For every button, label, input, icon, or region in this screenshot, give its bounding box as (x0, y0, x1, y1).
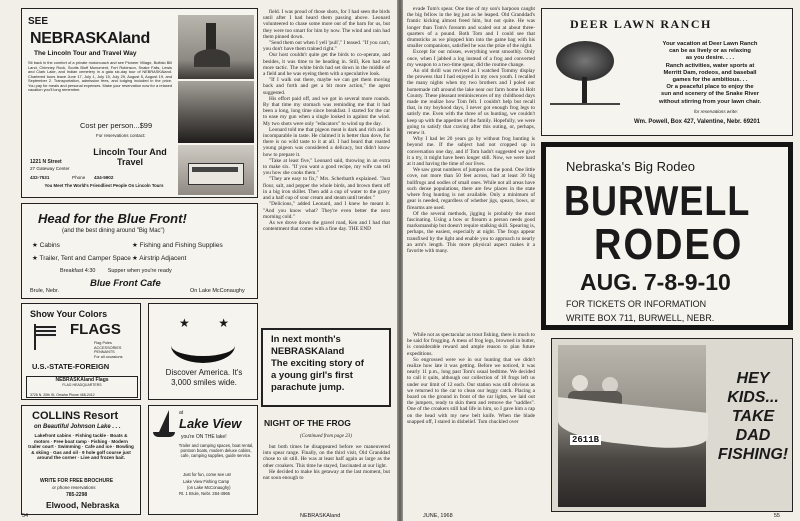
paragraph: So engrossed were we in our hunting that we didn't realize how late it was getting. Before we noticed, it was nearly 11 p.m., long past Tom's usual bedtime. We decided to call it quits, although our collection of 18 frogs left us under our limit of 12 each. Our station was still obvious as we returned to the car to clean our leggy catch. Placing a board on the ground in front of the car lights, we laid out the jumpers, ready to skin them and remove the "saddles". One of the croakers still had life in him, so I gave him a rap on the head with my new belt knife. When the blade snapped off, I stared in disbelief. Tom chuckled over (407, 356, 535, 425)
flag-icon (32, 324, 58, 350)
paragraph: field. I was proud of those shots, for I had seen the birds until after I had heard them passing above. Leonard volunteered to chase some more out of the barn for us, but they were too smart for him by now. The wind and rain had them pinned down. (263, 9, 390, 40)
collins-sub: on Beautiful Johnson Lake . . . (34, 424, 121, 430)
rodeo-dates: AUG. 7-8-9-10 (580, 269, 731, 295)
article-column-2 (263, 444, 390, 509)
copy-line: Or a peaceful place to enjoy the (666, 84, 754, 91)
paragraph: "If I walk out there, maybe we can get them moving back and forth and get a bit more action," the agent suggested. (263, 77, 390, 96)
footer-date: JUNE, 1968 (423, 513, 453, 519)
tour-address: 1221 N Street (30, 159, 62, 165)
burwell-rodeo-ad (541, 142, 793, 330)
collins-town: Elwood, Nebraska (46, 500, 120, 510)
lake-view-sub2: Just for fun, come see us! (183, 472, 231, 477)
paragraph: "Take at least five," Leonard said, throwing in an extra to make six. "If you want a good recipe, my wife can tell you how she cooks them." (263, 157, 390, 177)
paragraph: but both times he disappeared before we maneuvered into spear range. Finally, on the third visit, Old Granddad chose to sit still. He was at least half again as large as the other croakers. This time he stayed, fascinated at our light. (263, 444, 390, 469)
article-title: NIGHT OF THE FROG (264, 418, 351, 428)
right-page (403, 0, 800, 521)
collins-brochure2: or phone reservations (52, 485, 96, 490)
paragraph: He decided to make his getaway at the last moment, but not soon enough to (263, 468, 390, 482)
tour-phone2: 434-5902 (94, 175, 114, 180)
rodeo-title2: RODEO (594, 221, 744, 270)
slogan-line: FISHING! (717, 446, 789, 463)
tree-icon (550, 41, 620, 111)
article-continued: (Continued from page 23) (300, 434, 352, 439)
promo-text (271, 334, 385, 394)
article-column-4 (407, 332, 535, 510)
discover-america-ad (148, 303, 258, 400)
article-column-3 (407, 6, 535, 330)
promo-line: The exciting story of (271, 358, 364, 369)
rodeo-kicker: Nebraska's Big Rodeo (566, 159, 695, 174)
deer-lawn-copy (630, 41, 790, 106)
deer-lawn-ranch-ad (541, 8, 793, 136)
collins-brochure: WRITE FOR FREE BROCHURE (40, 478, 114, 484)
footer-magazine-name: NEBRASKAland (300, 513, 341, 519)
bullet: ACCESSORIES (94, 345, 122, 350)
bullet: PENNANTS (94, 350, 115, 355)
copy-line: can be as lively or as relaxing (669, 48, 751, 55)
blue-front-name: Blue Front Cafe (90, 278, 161, 289)
sailboat-icon (153, 410, 175, 440)
flags-line2: FLAGS (70, 321, 121, 338)
deer-lawn-title: DEER LAWN RANCH (570, 17, 712, 31)
copy-line: sun and scenery of the Snake River (661, 91, 759, 98)
paragraph: As we drove down the gravel road, Ken and I had that contentment that comes with a fine day. THE END (263, 219, 390, 233)
tour-bus-photo (178, 145, 254, 195)
tour-title: NEBRASKAland (30, 30, 150, 47)
paragraph: "They are easy to fix," Mrs. Scherbarth explained. "Just flour, salt, and pepper the whole birds, and brown them off in a big iron skillet. Then add a cup of water to the gravy and a half cup of sour cream and steam until tender." (263, 176, 390, 202)
blue-front-item: ★ Cabins (32, 242, 60, 249)
lake-view-name: Lake View Fishing Camp (183, 479, 230, 484)
smile-face-icon: ★ ★ (167, 314, 241, 362)
deer-lawn-address: Wm. Powell, Box 427, Valentine, Nebr. 69201 (634, 119, 761, 125)
page-number-right: 55 (773, 513, 780, 519)
tour-cost: Cost per person...$99 (80, 121, 153, 130)
promo-line: NEBRASKAland (271, 346, 345, 357)
blue-front-location: On Lake McConaughy (190, 288, 245, 294)
paragraph: We saw great numbers of jumpers on the pond. One little cove, not more than 50 feet across, had at least 30 big bullfrogs and oodles of small ones. While not all areas have such dense populations, there are few places in the state where frog hunting is not available. Only a minimum of gear is needed, regardless of whether jigs, spears, bows, or firearms are used. (407, 167, 535, 211)
collins-resort-ad (21, 405, 141, 515)
paragraph: Why I had let 20 years go by without frog hunting is beyond me. If the subject had not cropped up in conversation one day, and if Tom hadn't suggested we give it a try, it might have been longer still. Now, we were hard at it and having the time of our lives. (407, 136, 535, 168)
tour-slogan: You Meet The World's Friendliest People On Lincoln Tours (44, 183, 164, 188)
nebraskaland-tour-ad (21, 8, 258, 198)
collins-body: Lakefront cabins · Fishing tackle · Boats & motors · Free boat ramp · Fishing · Modern trailer court · Swimming · Cafe and ice · Bowling & skiing · Gas and oil · 9 hole golf course just around the corner · Live and frozen bait. (28, 433, 134, 461)
paragraph: While not as spectacular as trout fishing, there is much to be said for frogging. A mess of frog legs, browned in butter, is considerable reward and ample reason to plan future expeditions. (407, 332, 535, 357)
tour-phone1: 432-7531 (30, 175, 50, 180)
blue-front-town: Brule, Nebr. (30, 288, 60, 294)
lake-view-sub: you're ON THE lake! (181, 434, 227, 440)
lake-view-loc: (on Lake McConaughy) (187, 485, 231, 490)
bullet: For all occasions (94, 354, 123, 359)
copy-line: Your vacation at Deer Lawn Ranch (662, 41, 758, 47)
article-column-1 (263, 9, 390, 309)
take-dad-fishing-ad (551, 338, 793, 512)
promo-line: parachute jump. (271, 382, 345, 393)
page-number-left: 54 (22, 513, 29, 519)
flags-store: U.S.-STATE-FOREIGN (32, 362, 110, 371)
lake-view-addr: Rt. 1 Brule, Nebr. 284-4965 (179, 491, 230, 496)
tour-subtitle: The Lincoln Tour and Travel Way (34, 50, 137, 57)
blue-front-hours: Breakfast 4:30 Supper when you're ready (60, 268, 172, 274)
paragraph: "Delicious," added Leonard, and I knew he meant it. "And you know what? They're even better the next morning cold." (263, 201, 390, 220)
fishing-photo (558, 345, 706, 507)
tour-address2: 27 Gateway Center (30, 166, 70, 171)
deer-lawn-reservations: for reservations write: (694, 109, 738, 114)
flags-hq-name: NEBRASKAland Flags (55, 377, 109, 383)
flags-line1: Show Your Colors (30, 309, 108, 319)
lake-view-at: at (179, 410, 184, 416)
paragraph: Leonard told me that pigeon meat is dark and rich and is incomparable in taste. He claimed it is better than dove, for there is no wild taste to it at all. I had heard that roasted young pigeon was considered a delicacy, but didn't know how to prepare it. (263, 126, 390, 158)
fishing-slogan (716, 369, 790, 464)
blue-front-headline: Head for the Blue Front! (38, 211, 187, 226)
boat-plate: 2611B (572, 435, 600, 445)
discover-text: Discover America. It's 3,000 smiles wide. (165, 368, 243, 387)
slogan-line: KIDS... (727, 389, 779, 406)
paragraph: An old thrill was revived as I watched Tommy display the prowess that I had enjoyed in my own youth. I recalled the many nights when my two brothers and I poled our homemade raft around the lake near our farm home in Holt County. These pleasant reminiscences of my childhood days made me realize how Tom felt. I couldn't help but recall that, in my boyhood days, I never got enough frog legs to satisfy me. Even with the three of us hunting, we couldn't keep up with the appetites of the family. Hopefully, we were going to satisfy that craving after this outing, or, perhaps, renew it. (407, 68, 535, 137)
tour-company: Lincoln Tour And Travel (93, 147, 167, 167)
lake-view-title: Lake View (179, 416, 242, 431)
tour-body: Sit back in the comfort of a private motorcoach and see Pioneer Village, Buffalo Bill Land, Chimney Rock, Scotts Bluff Monument, Fort Robinson, Snake Falls, Lewis and Clark Lake, and Indian cemetery in a gala six-day tour of NEBRASKAland. Chartered tours leave June 17, July 1, July 15, July 29, August 5, August 19, and September 2. Transportation, admission fees, and lodging included in the price. You pay for meals and personal expenses. Make your reservation now for a relaxed vacation you'll long remember. (28, 61, 172, 92)
lake-view-ad (148, 405, 258, 515)
copy-line: games for the ambitious. . . (672, 77, 748, 84)
flags-hq-sub: FLAG HEADQUARTERS (62, 383, 102, 387)
blue-front-ad (21, 203, 258, 299)
slogan-line: HEY (736, 370, 770, 387)
blue-front-item: ★ Fishing and Fishing Supplies (132, 242, 223, 249)
flags-ad (21, 303, 141, 400)
paragraph: Except for our misses, everything went smoothly. Only once, when I jabbed a log instead of a frog and converted my weapon to a two-time spear, did the routine change. (407, 49, 535, 68)
rodeo-title: BURWELL (564, 177, 751, 225)
monument-photo (178, 81, 254, 143)
blue-front-subhead: (and the best dining around "Big Mac") (62, 228, 165, 234)
slogan-line: TAKE DAD (731, 408, 775, 444)
chimney-rock-photo (178, 15, 254, 79)
blue-front-item: ★ Trailer, Tent and Camper Space (32, 255, 131, 262)
copy-line: Ranch activities, water sports at (665, 62, 755, 69)
lake-view-body: Trailer and camping spaces, boat rental, pontoon boats, modern deluxe cabins, cafe, camping supplies, guide service. (178, 443, 254, 458)
see-label: SEE (28, 16, 49, 27)
rodeo-write: WRITE BOX 711, BURWELL, NEBR. (566, 313, 715, 323)
rodeo-info: FOR TICKETS OR INFORMATION (566, 299, 707, 309)
promo-line: a young girl's first (271, 370, 353, 381)
bullet: Flag Poles (94, 341, 112, 345)
paragraph: Our host couldn't quite get the birds to co-operate, and besides, it was time to be heading in. Still, Ken had one more tactic. The white birds had set down in the middle of a field and he was eyeing them with a speculative look. (263, 52, 390, 78)
collins-title: COLLINS Resort (32, 410, 119, 422)
paragraph: His effort paid off, and we got in several more rounds. By that time my stomach was reminding me that it had been a long, long time since breakfast. I started for the car to ease my gun when a single looked in against the wind. My two shots were only "educators" to wind up the day. (263, 95, 390, 127)
copy-line: Merritt Dam, rodeos, and baseball (663, 69, 757, 76)
collins-phone: 785-2298 (66, 492, 88, 498)
flags-address: 3726 N. 20th St. Omaha Phone 468-2412 (30, 393, 95, 397)
tour-phone-label: Phone (72, 175, 86, 180)
flags-bullets (94, 341, 123, 359)
paragraph: evade Tom's spear. One tine of my son's harpoon caught the big fellow in the leg just as he leaped. Old Granddad's frantic kicking almost freed him, but not quite. He was longer than Tom's forearm and scaled out at about three-quarters of a pound. Both Tom and I could see that drumsticks as we plopped him into the game bag with his smaller companions, satisfied he was the prize of the night. (407, 6, 535, 50)
tour-reservations: For reservations contact: (96, 133, 146, 138)
promo-line: In next month's (271, 334, 341, 345)
paragraph: "Send them out when I yell 'pull'," I teased. "If you can't, you don't have them trained right." (263, 40, 390, 53)
next-month-promo (261, 328, 391, 407)
paragraph: Of the several methods, jigging is probably the most fascinating. Using a bow or firearm a person needs good marksmanship but doesn't require stalking skill. Spearing is, perhaps, the easiest, especially at night. The frogs appear transfixed by the light and enable you to approach to nearly an arm's length. This more physical aspect makes it a favorite with many. (407, 210, 535, 254)
copy-line: without stirring from your lawn chair. (658, 98, 762, 105)
left-page (0, 0, 397, 521)
copy-line: as you desire. . . . (685, 55, 735, 62)
blue-front-item: ★ Airstrip Adjacent (132, 255, 187, 262)
